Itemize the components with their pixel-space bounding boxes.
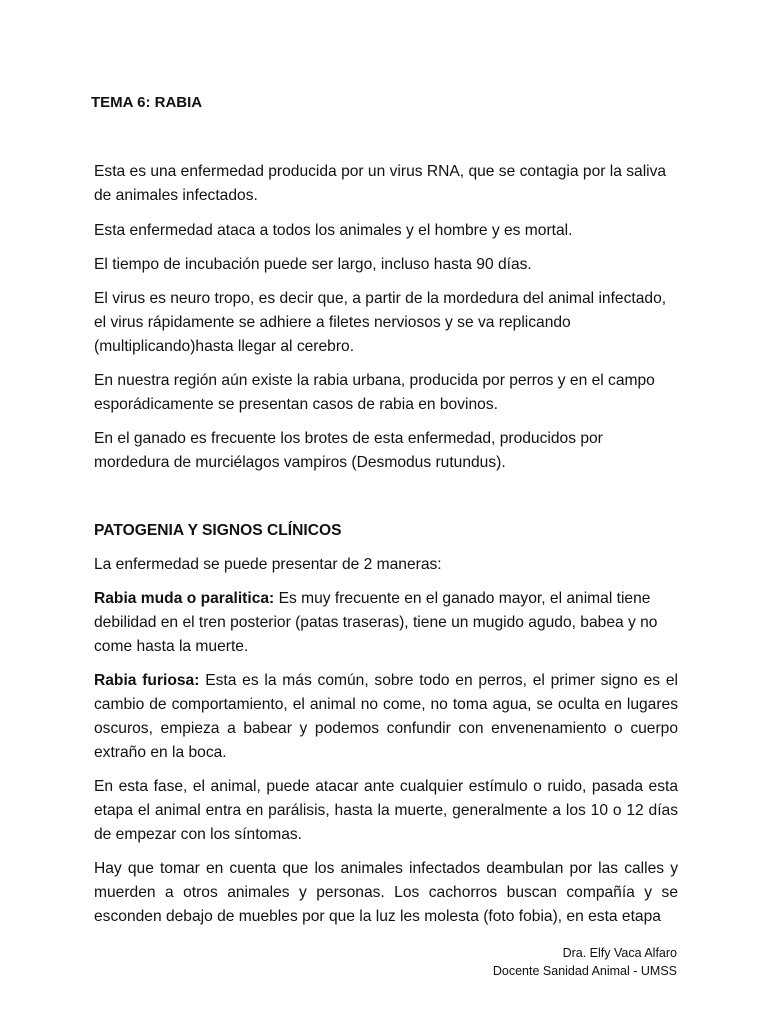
page-footer (493, 944, 677, 980)
paragraph-fase: En esta fase, el animal, puede atacar ante cualquier estímulo o ruido, pasada esta etapa el animal entra en parálisis, hasta la muerte, generalmente a los 10 o 12 días de empezar con los síntomas. (94, 778, 678, 843)
paragraph-rabia-muda (94, 587, 678, 659)
paragraph-intro-2: Esta enfermedad ataca a todos los animales y el hombre y es mortal. (94, 222, 573, 239)
paragraph-intro-5: En nuestra región aún existe la rabia urbana, producida por perros y en el campo esporádicamente se presentan casos de rabia en bovinos. (94, 372, 655, 413)
paragraph-intro-1: Esta es una enfermedad producida por un virus RNA, que se contagia por la saliva de animales infectados. (94, 163, 667, 204)
footer-role: Docente Sanidad Animal - UMSS (492, 964, 677, 978)
section-heading: PATOGENIA Y SIGNOS CLÍNICOS (94, 522, 342, 539)
paragraph-intro-3: El tiempo de incubación puede ser largo, incluso hasta 90 días. (94, 256, 532, 273)
paragraph-rabia-furiosa (94, 669, 678, 765)
rabia-muda-text: Es muy frecuente en el ganado mayor, el animal tiene debilidad en el tren posterior (patas traseras), tiene un mugido agudo, babea y no come hasta la muerte. (94, 590, 658, 655)
rabia-muda-label: Rabia muda o paralitica: (94, 590, 275, 607)
rabia-furiosa-label: Rabia furiosa: (94, 672, 200, 689)
paragraph-intro-6: En el ganado es frecuente los brotes de esta enfermedad, producidos por mordedura de murciélagos vampiros (Desmodus rutundus). (94, 430, 603, 471)
paragraph-cuenta: Hay que tomar en cuenta que los animales infectados deambulan por las calles y muerden a otros animales y personas. Los cachorros buscan compañía y se esconden debajo de muebles por que la luz les molesta (foto fobia), en esta etapa (94, 860, 678, 925)
footer-author: Dra. Elfy Vaca Alfaro (562, 946, 677, 960)
rabia-furiosa-text: Esta es la más común, sobre todo en perros, el primer signo es el cambio de comportamiento, el animal no come, no toma agua, se oculta en lugares oscuros, empieza a babear y podemos confundir con envenenamiento o cuerpo extraño en la boca. (94, 672, 678, 761)
page-title: TEMA 6: RABIA (91, 94, 203, 111)
paragraph-intro-4: El virus es neuro tropo, es decir que, a partir de la mordedura del animal infectado, el virus rápidamente se adhiere a filetes nerviosos y se va replicando (multiplicando)hasta llegar al cerebro. (94, 290, 667, 355)
section-intro: La enfermedad se puede presentar de 2 maneras: (94, 556, 442, 573)
